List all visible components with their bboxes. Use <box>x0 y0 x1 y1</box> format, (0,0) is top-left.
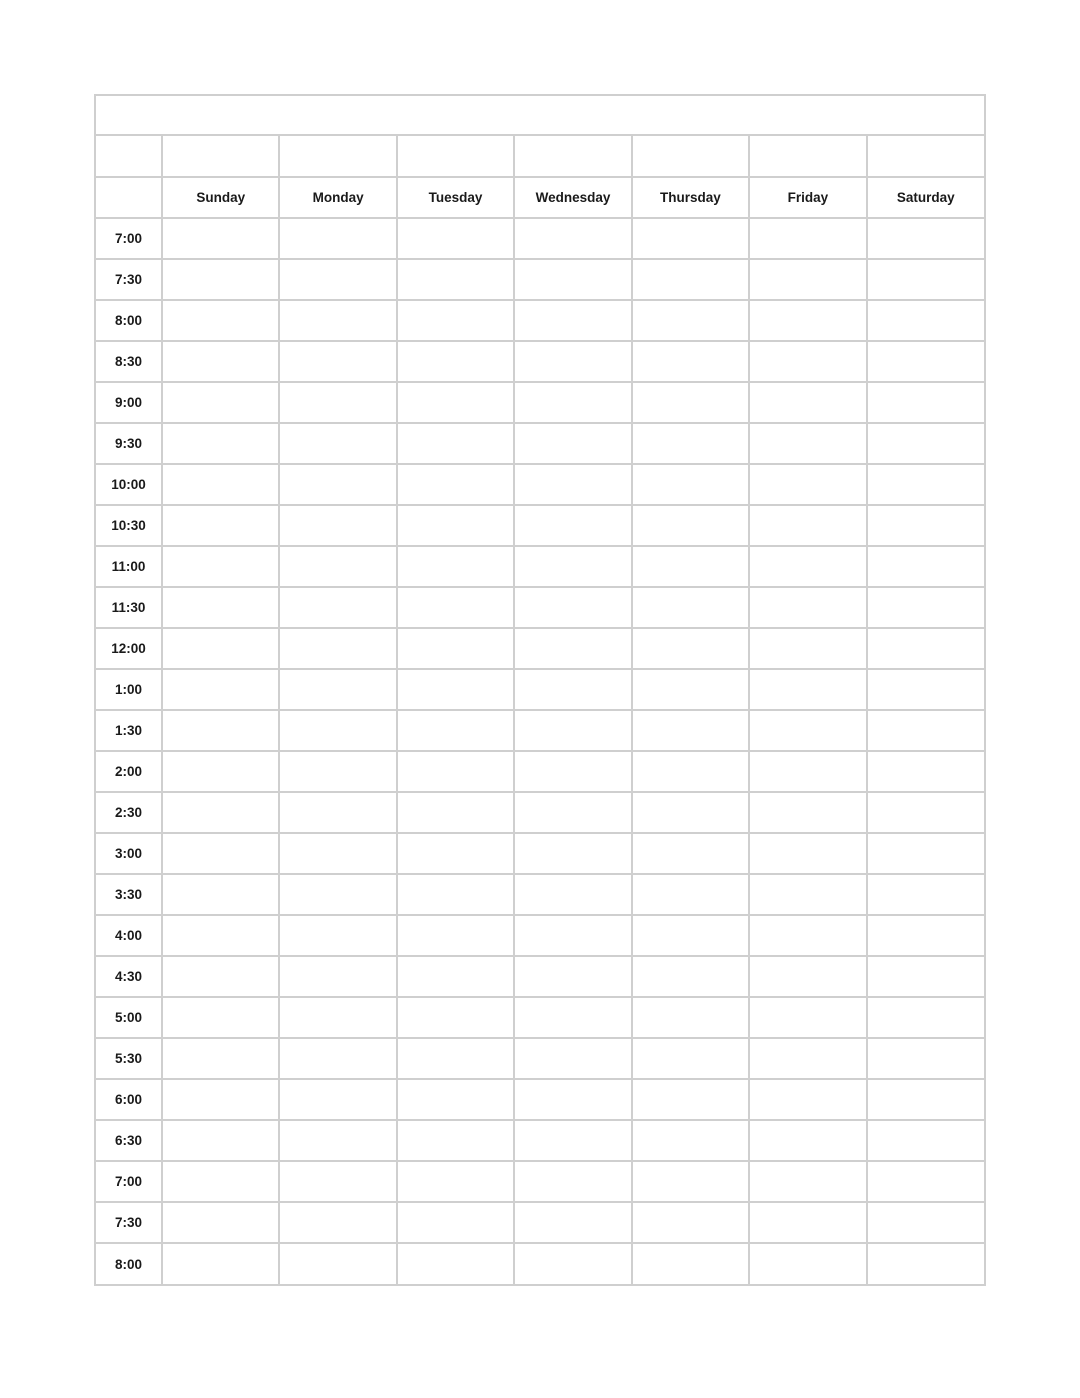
schedule-cell[interactable] <box>632 464 749 505</box>
schedule-cell[interactable] <box>514 218 631 259</box>
schedule-cell[interactable] <box>397 997 514 1038</box>
schedule-cell[interactable] <box>279 341 396 382</box>
schedule-cell[interactable] <box>867 423 984 464</box>
schedule-cell[interactable] <box>397 751 514 792</box>
schedule-cell[interactable] <box>162 1243 279 1284</box>
day-header-sunday: Sunday <box>162 177 279 218</box>
schedule-cell[interactable] <box>279 505 396 546</box>
schedule-cell[interactable] <box>632 833 749 874</box>
schedule-cell[interactable] <box>397 874 514 915</box>
time-slot-row <box>96 710 984 751</box>
time-slot-row <box>96 1079 984 1120</box>
schedule-cell[interactable] <box>397 1038 514 1079</box>
schedule-cell[interactable] <box>397 505 514 546</box>
schedule-cell[interactable] <box>749 956 866 997</box>
time-label: 6:00 <box>96 1079 162 1120</box>
time-slot-row <box>96 669 984 710</box>
schedule-cell[interactable] <box>749 546 866 587</box>
schedule-cell[interactable] <box>632 915 749 956</box>
schedule-cell[interactable] <box>162 1120 279 1161</box>
schedule-cell[interactable] <box>397 464 514 505</box>
schedule-cell[interactable] <box>514 464 631 505</box>
time-slot-row <box>96 833 984 874</box>
schedule-cell[interactable] <box>397 341 514 382</box>
time-slot-row <box>96 956 984 997</box>
schedule-cell[interactable] <box>279 669 396 710</box>
schedule-cell[interactable] <box>279 1120 396 1161</box>
time-slot-row <box>96 1243 984 1284</box>
time-slot-row <box>96 874 984 915</box>
schedule-cell[interactable] <box>514 874 631 915</box>
schedule-cell[interactable] <box>397 587 514 628</box>
schedule-cell[interactable] <box>162 710 279 751</box>
schedule-cell[interactable] <box>749 259 866 300</box>
schedule-cell[interactable] <box>632 423 749 464</box>
schedule-cell[interactable] <box>162 956 279 997</box>
time-slot-row <box>96 587 984 628</box>
time-label: 9:00 <box>96 382 162 423</box>
schedule-cell[interactable] <box>749 792 866 833</box>
schedule-cell[interactable] <box>162 218 279 259</box>
schedule-cell[interactable] <box>514 259 631 300</box>
schedule-cell[interactable] <box>632 1038 749 1079</box>
schedule-cell[interactable] <box>279 1243 396 1284</box>
time-slot-row <box>96 1161 984 1202</box>
schedule-cell[interactable] <box>632 218 749 259</box>
schedule-cell[interactable] <box>279 874 396 915</box>
blank-cell <box>514 136 631 177</box>
blank-cell <box>279 136 396 177</box>
day-header-thursday: Thursday <box>632 177 749 218</box>
schedule-cell[interactable] <box>749 300 866 341</box>
time-label: 4:30 <box>96 956 162 997</box>
schedule-cell[interactable] <box>162 628 279 669</box>
schedule-cell[interactable] <box>632 792 749 833</box>
day-header-row <box>96 177 984 218</box>
schedule-cell[interactable] <box>514 1079 631 1120</box>
schedule-cell[interactable] <box>514 751 631 792</box>
schedule-cell[interactable] <box>397 300 514 341</box>
blank-cell <box>749 136 866 177</box>
schedule-cell[interactable] <box>867 505 984 546</box>
time-label: 6:30 <box>96 1120 162 1161</box>
schedule-cell[interactable] <box>514 300 631 341</box>
schedule-cell[interactable] <box>162 546 279 587</box>
schedule-cell[interactable] <box>279 218 396 259</box>
schedule-cell[interactable] <box>749 464 866 505</box>
schedule-cell[interactable] <box>749 628 866 669</box>
day-header-saturday: Saturday <box>867 177 984 218</box>
schedule-cell[interactable] <box>867 1079 984 1120</box>
schedule-cell[interactable] <box>162 792 279 833</box>
schedule-cell[interactable] <box>397 1202 514 1243</box>
blank-header-row <box>96 136 984 177</box>
schedule-cell[interactable] <box>632 956 749 997</box>
schedule-cell[interactable] <box>632 628 749 669</box>
time-label: 11:30 <box>96 587 162 628</box>
schedule-cell[interactable] <box>867 751 984 792</box>
schedule-cell[interactable] <box>632 587 749 628</box>
schedule-cell[interactable] <box>632 300 749 341</box>
schedule-cell[interactable] <box>632 1161 749 1202</box>
time-slot-row <box>96 1120 984 1161</box>
time-label: 10:30 <box>96 505 162 546</box>
time-slot-row <box>96 259 984 300</box>
schedule-cell[interactable] <box>279 464 396 505</box>
schedule-cell[interactable] <box>514 915 631 956</box>
schedule-cell[interactable] <box>162 587 279 628</box>
schedule-cell[interactable] <box>279 382 396 423</box>
schedule-cell[interactable] <box>279 546 396 587</box>
corner-cell <box>96 136 162 177</box>
schedule-cell[interactable] <box>397 833 514 874</box>
schedule-cell[interactable] <box>749 997 866 1038</box>
schedule-cell[interactable] <box>749 710 866 751</box>
schedule-cell[interactable] <box>867 341 984 382</box>
time-slot-row <box>96 1202 984 1243</box>
schedule-cell[interactable] <box>749 1243 866 1284</box>
schedule-cell[interactable] <box>279 956 396 997</box>
schedule-cell[interactable] <box>632 259 749 300</box>
time-label: 7:30 <box>96 259 162 300</box>
schedule-cell[interactable] <box>514 341 631 382</box>
schedule-cell[interactable] <box>749 1161 866 1202</box>
schedule-cell[interactable] <box>867 956 984 997</box>
schedule-cell[interactable] <box>162 341 279 382</box>
schedule-cell[interactable] <box>749 218 866 259</box>
schedule-cell[interactable] <box>397 915 514 956</box>
schedule-cell[interactable] <box>867 1038 984 1079</box>
schedule-cell[interactable] <box>749 382 866 423</box>
schedule-cell[interactable] <box>867 546 984 587</box>
time-label: 11:00 <box>96 546 162 587</box>
schedule-cell[interactable] <box>867 874 984 915</box>
time-label: 4:00 <box>96 915 162 956</box>
schedule-cell[interactable] <box>397 1243 514 1284</box>
schedule-cell[interactable] <box>397 628 514 669</box>
schedule-cell[interactable] <box>397 1161 514 1202</box>
schedule-title-row <box>96 96 984 136</box>
schedule-cell[interactable] <box>514 1202 631 1243</box>
time-label: 2:30 <box>96 792 162 833</box>
schedule-cell[interactable] <box>632 874 749 915</box>
schedule-cell[interactable] <box>279 300 396 341</box>
schedule-cell[interactable] <box>279 423 396 464</box>
schedule-cell[interactable] <box>279 710 396 751</box>
schedule-cell[interactable] <box>279 915 396 956</box>
time-label: 8:00 <box>96 300 162 341</box>
schedule-cell[interactable] <box>749 874 866 915</box>
schedule-cell[interactable] <box>279 1038 396 1079</box>
time-label: 9:30 <box>96 423 162 464</box>
weekly-schedule-sheet <box>94 94 986 1286</box>
schedule-cell[interactable] <box>279 587 396 628</box>
schedule-cell[interactable] <box>162 423 279 464</box>
time-slot-row <box>96 505 984 546</box>
schedule-cell[interactable] <box>749 423 866 464</box>
schedule-cell[interactable] <box>632 546 749 587</box>
schedule-cell[interactable] <box>514 628 631 669</box>
time-slot-row <box>96 997 984 1038</box>
schedule-cell[interactable] <box>397 423 514 464</box>
schedule-cell[interactable] <box>749 341 866 382</box>
time-slot-row <box>96 628 984 669</box>
schedule-cell[interactable] <box>162 1161 279 1202</box>
schedule-cell[interactable] <box>632 710 749 751</box>
schedule-cell[interactable] <box>162 669 279 710</box>
time-slot-row <box>96 915 984 956</box>
time-slot-row <box>96 751 984 792</box>
schedule-cell[interactable] <box>162 1202 279 1243</box>
time-slot-row <box>96 423 984 464</box>
schedule-cell[interactable] <box>397 710 514 751</box>
schedule-cell[interactable] <box>749 915 866 956</box>
time-slot-row <box>96 300 984 341</box>
time-slot-row <box>96 218 984 259</box>
time-slot-row <box>96 546 984 587</box>
schedule-cell[interactable] <box>279 1079 396 1120</box>
time-slot-row <box>96 341 984 382</box>
schedule-cell[interactable] <box>867 218 984 259</box>
time-slot-row <box>96 382 984 423</box>
schedule-cell[interactable] <box>162 833 279 874</box>
blank-cell <box>162 136 279 177</box>
schedule-cell[interactable] <box>867 382 984 423</box>
schedule-cell[interactable] <box>749 1038 866 1079</box>
schedule-cell[interactable] <box>279 1202 396 1243</box>
time-label: 1:30 <box>96 710 162 751</box>
schedule-cell[interactable] <box>632 1120 749 1161</box>
schedule-cell[interactable] <box>749 587 866 628</box>
schedule-cell[interactable] <box>749 1079 866 1120</box>
schedule-cell[interactable] <box>867 300 984 341</box>
schedule-cell[interactable] <box>867 1202 984 1243</box>
schedule-cell[interactable] <box>162 300 279 341</box>
schedule-cell[interactable] <box>867 669 984 710</box>
schedule-cell[interactable] <box>397 218 514 259</box>
schedule-cell[interactable] <box>397 259 514 300</box>
corner-cell <box>96 177 162 218</box>
time-label: 2:00 <box>96 751 162 792</box>
schedule-cell[interactable] <box>867 1161 984 1202</box>
schedule-cell[interactable] <box>867 1120 984 1161</box>
time-slot-row <box>96 792 984 833</box>
schedule-cell[interactable] <box>514 792 631 833</box>
time-label: 8:30 <box>96 341 162 382</box>
schedule-cell[interactable] <box>279 997 396 1038</box>
schedule-cell[interactable] <box>632 382 749 423</box>
schedule-cell[interactable] <box>514 956 631 997</box>
schedule-cell[interactable] <box>397 956 514 997</box>
schedule-cell[interactable] <box>514 1161 631 1202</box>
time-slot-row <box>96 464 984 505</box>
time-label: 3:00 <box>96 833 162 874</box>
time-label: 7:30 <box>96 1202 162 1243</box>
schedule-cell[interactable] <box>162 464 279 505</box>
schedule-cell[interactable] <box>867 1243 984 1284</box>
schedule-cell[interactable] <box>514 423 631 464</box>
schedule-cell[interactable] <box>632 505 749 546</box>
schedule-cell[interactable] <box>632 751 749 792</box>
schedule-cell[interactable] <box>397 1079 514 1120</box>
schedule-cell[interactable] <box>514 382 631 423</box>
schedule-cell[interactable] <box>162 751 279 792</box>
schedule-cell[interactable] <box>397 546 514 587</box>
day-header-friday: Friday <box>749 177 866 218</box>
schedule-cell[interactable] <box>749 751 866 792</box>
day-header-tuesday: Tuesday <box>397 177 514 218</box>
time-label: 8:00 <box>96 1243 162 1284</box>
schedule-cell[interactable] <box>162 505 279 546</box>
schedule-cell[interactable] <box>514 1243 631 1284</box>
schedule-cell[interactable] <box>749 505 866 546</box>
schedule-cell[interactable] <box>279 628 396 669</box>
schedule-cell[interactable] <box>867 915 984 956</box>
schedule-cell[interactable] <box>867 259 984 300</box>
schedule-cell[interactable] <box>162 259 279 300</box>
schedule-cell[interactable] <box>397 792 514 833</box>
schedule-grid <box>96 136 984 1284</box>
schedule-cell[interactable] <box>162 1038 279 1079</box>
schedule-cell[interactable] <box>749 833 866 874</box>
schedule-cell[interactable] <box>632 669 749 710</box>
time-label: 10:00 <box>96 464 162 505</box>
schedule-cell[interactable] <box>867 710 984 751</box>
time-label: 1:00 <box>96 669 162 710</box>
schedule-cell[interactable] <box>514 833 631 874</box>
schedule-cell[interactable] <box>162 874 279 915</box>
blank-cell <box>867 136 984 177</box>
time-label: 12:00 <box>96 628 162 669</box>
schedule-cell[interactable] <box>867 833 984 874</box>
schedule-cell[interactable] <box>162 382 279 423</box>
schedule-cell[interactable] <box>162 1079 279 1120</box>
schedule-cell[interactable] <box>279 833 396 874</box>
schedule-cell[interactable] <box>279 751 396 792</box>
schedule-cell[interactable] <box>749 1120 866 1161</box>
schedule-cell[interactable] <box>162 997 279 1038</box>
blank-cell <box>397 136 514 177</box>
schedule-cell[interactable] <box>867 628 984 669</box>
schedule-cell[interactable] <box>514 997 631 1038</box>
schedule-cell[interactable] <box>279 1161 396 1202</box>
time-label: 5:00 <box>96 997 162 1038</box>
time-label: 5:30 <box>96 1038 162 1079</box>
time-label: 3:30 <box>96 874 162 915</box>
schedule-cell[interactable] <box>867 464 984 505</box>
schedule-cell[interactable] <box>632 1243 749 1284</box>
schedule-cell[interactable] <box>632 997 749 1038</box>
time-label: 7:00 <box>96 218 162 259</box>
schedule-cell[interactable] <box>279 259 396 300</box>
day-header-wednesday: Wednesday <box>514 177 631 218</box>
time-slot-row <box>96 1038 984 1079</box>
schedule-cell[interactable] <box>514 546 631 587</box>
schedule-cell[interactable] <box>749 1202 866 1243</box>
schedule-cell[interactable] <box>514 710 631 751</box>
schedule-cell[interactable] <box>397 669 514 710</box>
schedule-cell[interactable] <box>867 587 984 628</box>
schedule-cell[interactable] <box>397 1120 514 1161</box>
schedule-cell[interactable] <box>632 341 749 382</box>
blank-cell <box>632 136 749 177</box>
schedule-cell[interactable] <box>867 997 984 1038</box>
schedule-cell[interactable] <box>514 1120 631 1161</box>
schedule-cell[interactable] <box>632 1202 749 1243</box>
schedule-cell[interactable] <box>279 792 396 833</box>
schedule-cell[interactable] <box>514 669 631 710</box>
schedule-cell[interactable] <box>867 792 984 833</box>
time-label: 7:00 <box>96 1161 162 1202</box>
schedule-cell[interactable] <box>162 915 279 956</box>
schedule-cell[interactable] <box>397 382 514 423</box>
schedule-cell[interactable] <box>632 1079 749 1120</box>
schedule-cell[interactable] <box>514 1038 631 1079</box>
day-header-monday: Monday <box>279 177 396 218</box>
schedule-cell[interactable] <box>514 587 631 628</box>
schedule-cell[interactable] <box>514 505 631 546</box>
schedule-cell[interactable] <box>749 669 866 710</box>
